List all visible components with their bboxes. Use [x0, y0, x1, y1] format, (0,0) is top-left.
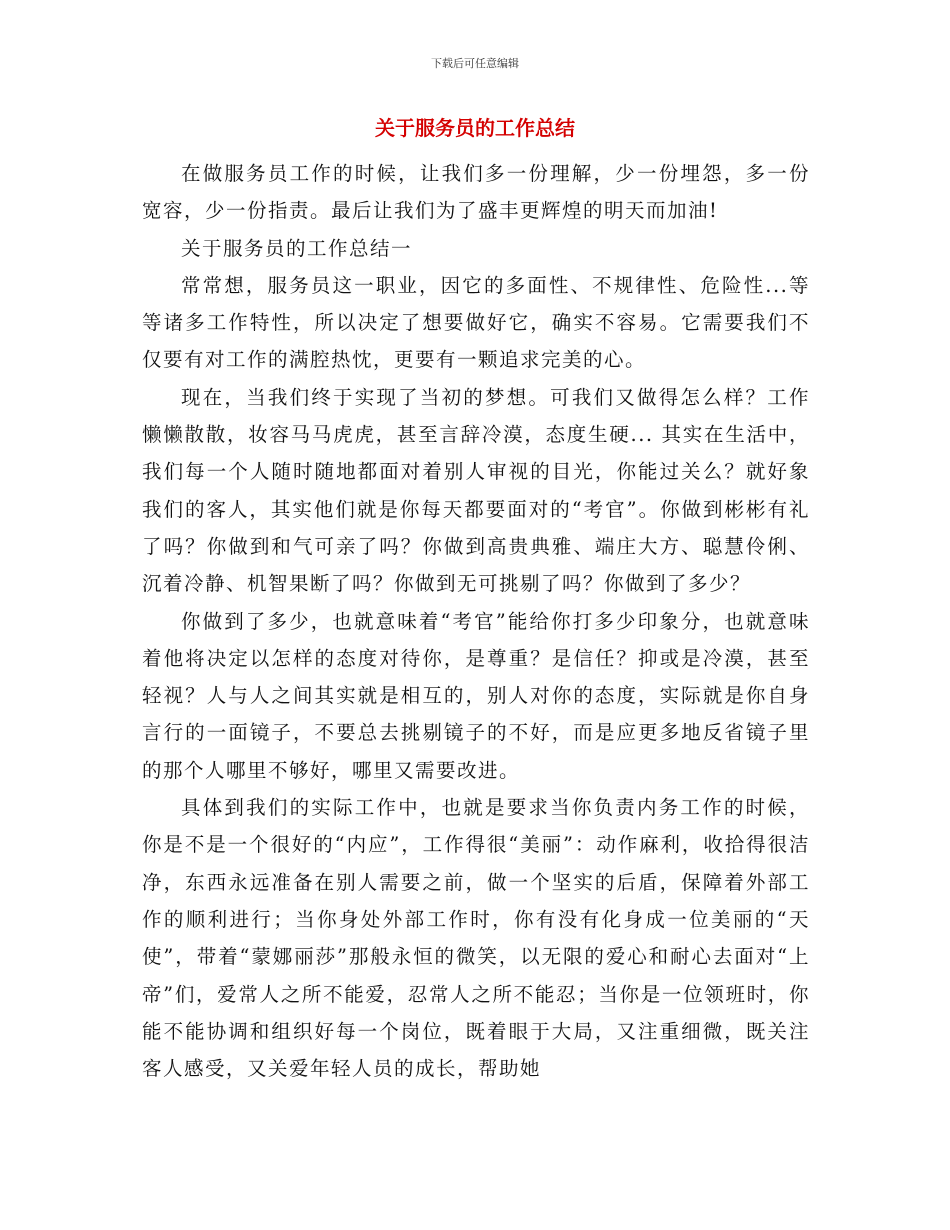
- paragraph: 现在，当我们终于实现了当初的梦想。可我们又做得怎么样？工作懒懒散散，妆容马马虎虎，甚至言辞冷漠，态度生硬... 其实在生活中，我们每一个人随时随地都面对着别人审视的目光，你能过关么？就好象我们的客人，其实他们就是你每天都要面对的“考官”。你做到彬彬有礼了吗？你做到和气可亲了吗？你做到高贵典雅、端庄大方、聪慧伶俐、沉着冷静、机智果断了吗？你做到无可挑剔了吗？你做到了多少？: [142, 385, 810, 596]
- header-note: 下载后可任意编辑: [431, 57, 519, 70]
- document-title: 关于服务员的工作总结: [375, 116, 575, 140]
- paragraph-intro: 在做服务员工作的时候，让我们多一份理解，少一份埋怨，多一份宽容，少一份指责。最后让我们为了盛丰更辉煌的明天而加油!: [142, 162, 810, 223]
- paragraph: 常常想，服务员这一职业，因它的多面性、不规律性、危险性...等等诸多工作特性，所以决定了想要做好它，确实不容易。它需要我们不仅要有对工作的满腔热忱，更要有一颗追求完美的心。: [142, 273, 810, 372]
- paragraph: 具体到我们的实际工作中，也就是要求当你负责内务工作的时候，你是不是一个很好的“内应”，工作得很“美丽”：动作麻利，收拾得很洁净，东西永远准备在别人需要之前，做一个坚实的后盾，保障着外部工作的顺利进行；当你身处外部工作时，你有没有化身成一位美丽的“天使”，带着“蒙娜丽莎”那般永恒的微笑，以无限的爱心和耐心去面对“上帝”们，爱常人之所不能爱，忍常人之所不能忍；当你是一位领班时，你能不能协调和组织好每一个岗位，既着眼于大局，又注重细微，既关注客人感受，又关爱年轻人员的成长，帮助她: [142, 796, 810, 1081]
- paragraph: 你做到了多少，也就意味着“考官”能给你打多少印象分，也就意味着他将决定以怎样的态度对待你，是尊重？是信任？抑或是冷漠，甚至轻视？人与人之间其实就是相互的，别人对你的态度，实际就是你自身言行的一面镜子，不要总去挑剔镜子的不好，而是应更多地反省镜子里的那个人哪里不够好，哪里又需要改进。: [142, 609, 810, 782]
- document-body: [142, 155, 810, 1087]
- section-heading: 关于服务员的工作总结一: [181, 236, 413, 260]
